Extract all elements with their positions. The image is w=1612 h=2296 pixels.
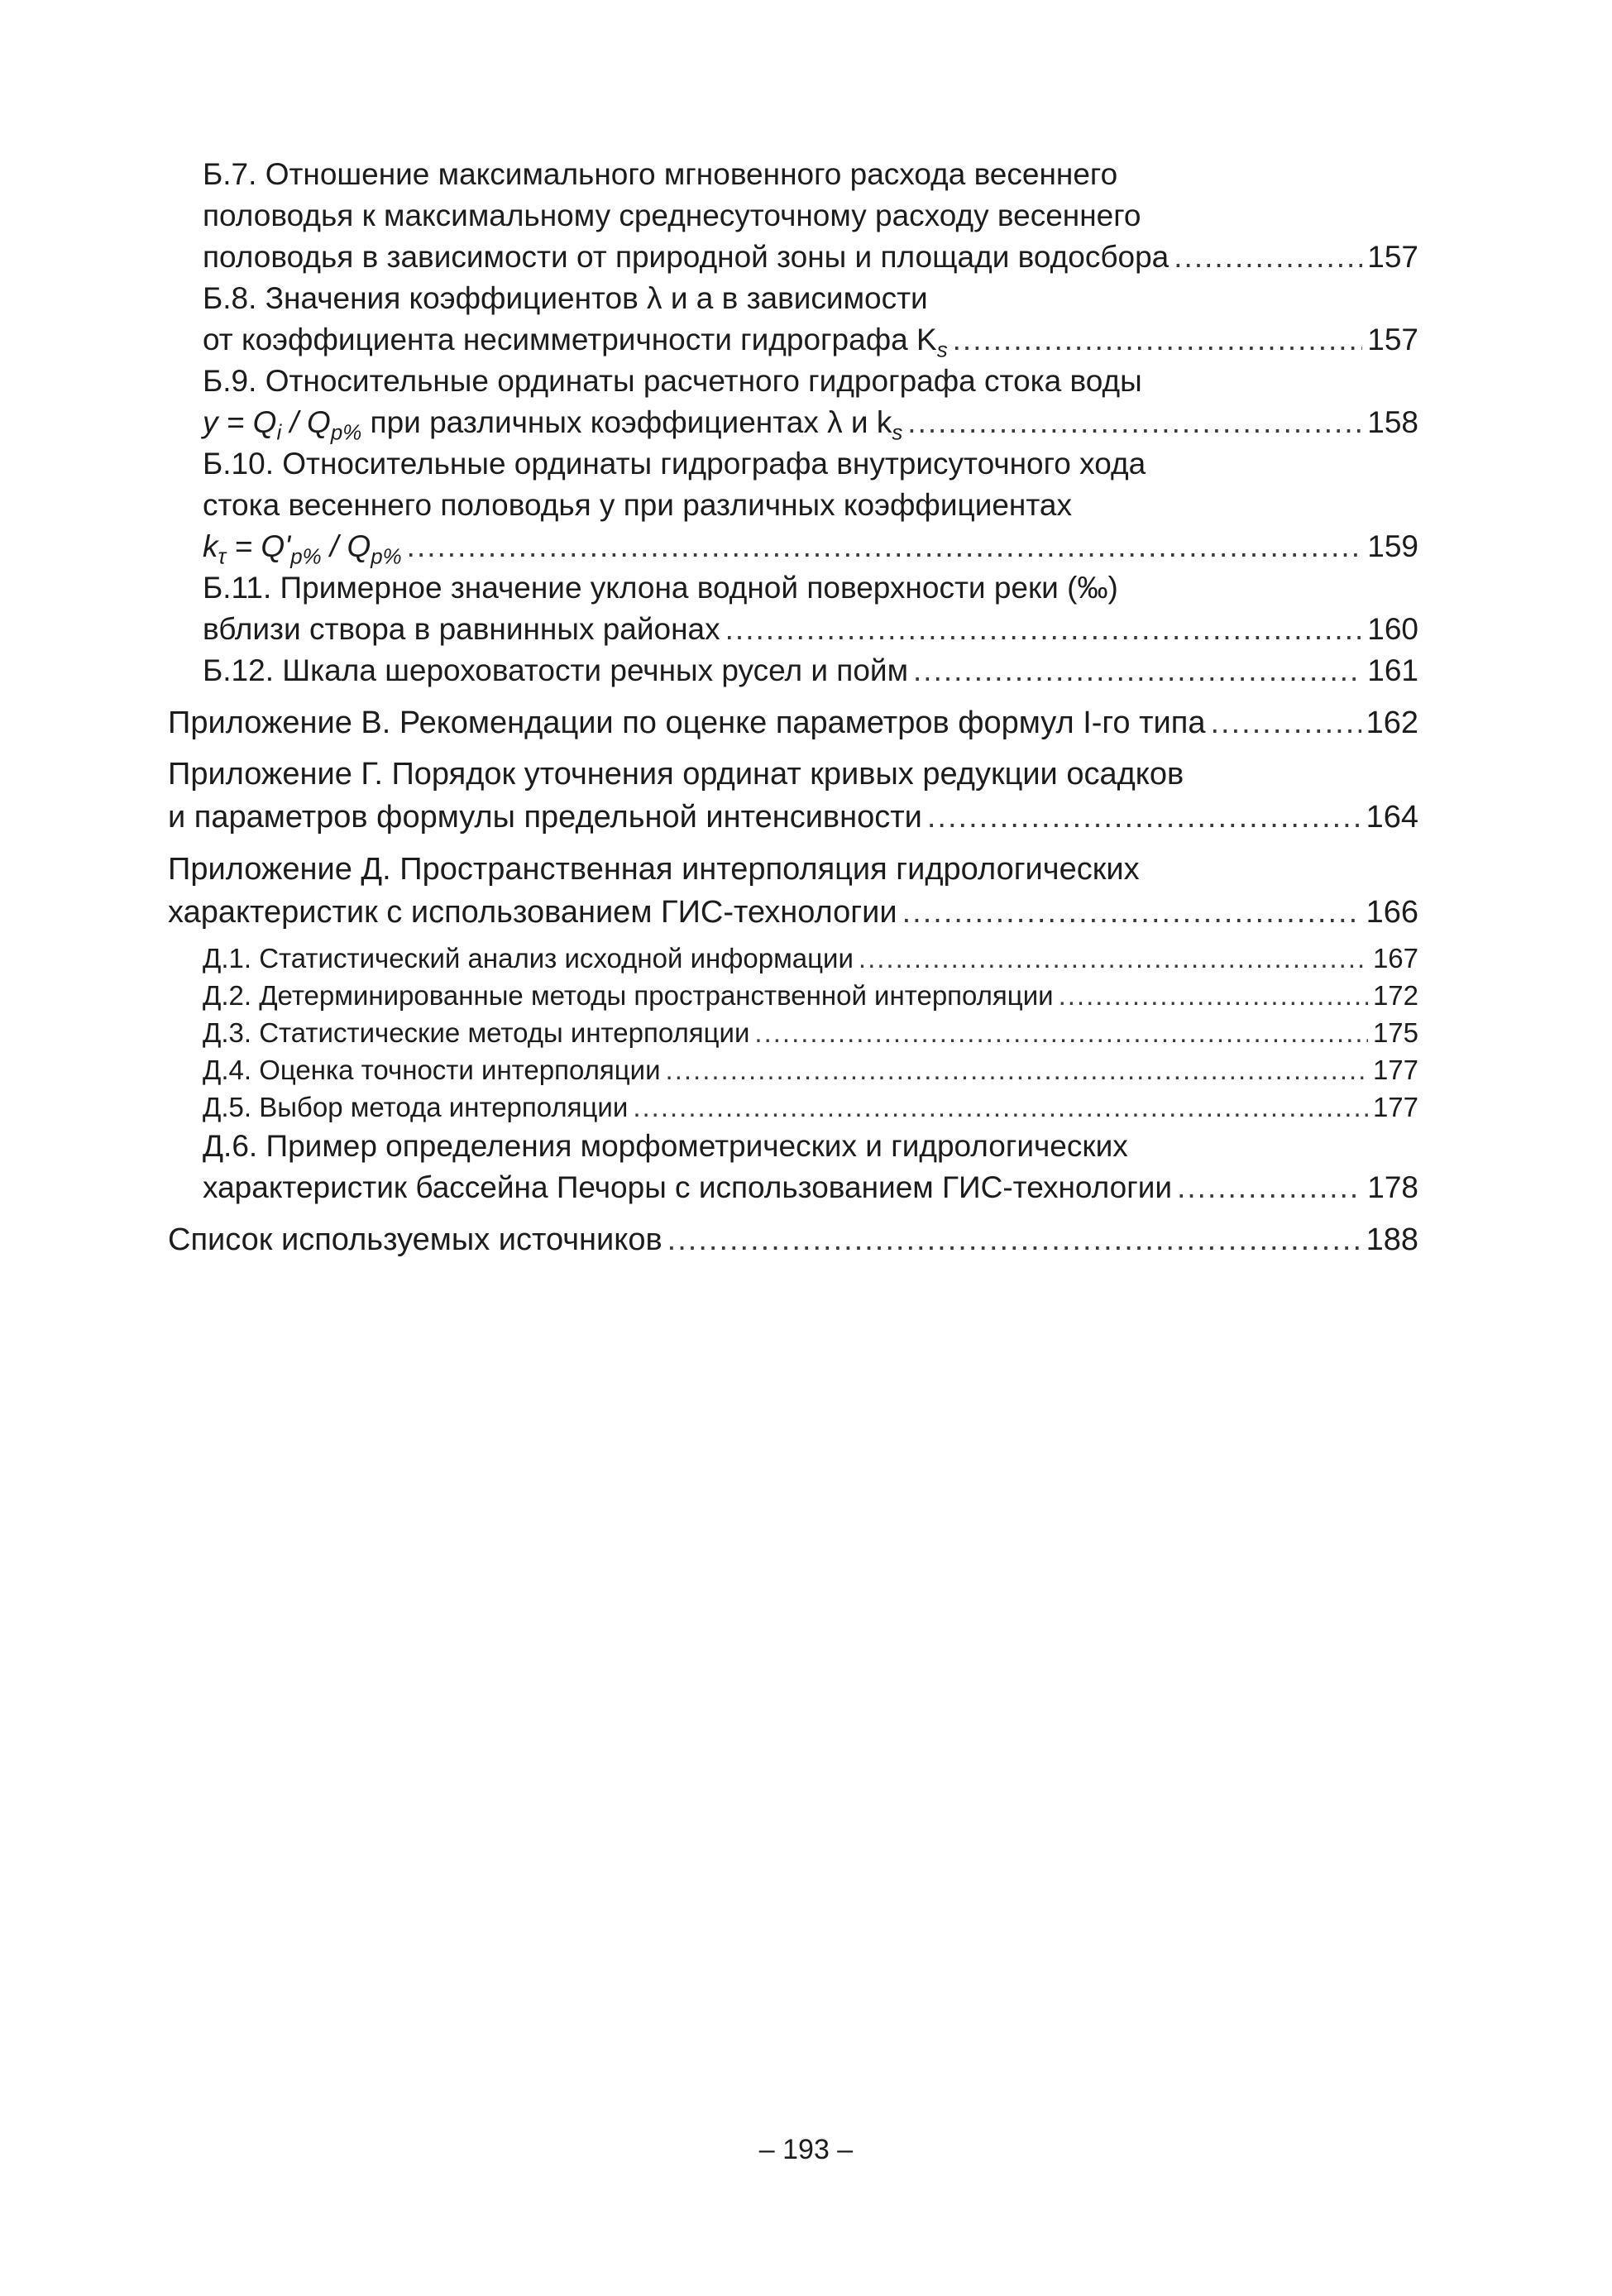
page-number: 158 [1367, 405, 1418, 439]
toc-entry-text: Б.12. Шкала шероховатости речных русел и пойм [203, 653, 909, 687]
toc-entry-b7-line2: половодья к максимальному среднесуточному расходу весеннего [203, 199, 1141, 232]
leader-dots [859, 943, 1368, 974]
toc-entry-d3[interactable] [203, 1017, 1418, 1049]
page-number: 167 [1372, 943, 1418, 973]
toc-entry-text: Д.1. Статистический анализ исходной информации [203, 943, 854, 973]
toc-entry-b9-line1: Б.9. Относительные ординаты расчетного гидрографа стока воды [203, 364, 1142, 398]
toc-entry-text: Список используемых источников [168, 1222, 662, 1257]
page-number: 161 [1367, 653, 1418, 687]
toc-entry-text: Д.2. Детерминированные методы пространственной интерполяции [203, 980, 1054, 1011]
toc-entry-b8-line2[interactable] [203, 323, 1418, 362]
toc-entry-d6-line2[interactable] [203, 1170, 1418, 1205]
leader-dots [407, 529, 1363, 564]
toc-entry-d2[interactable] [203, 980, 1418, 1012]
leader-dots [1174, 240, 1362, 275]
toc-entry-b10-line3[interactable] [203, 529, 1418, 569]
toc-entry-b10-line1: Б.10. Относительные ординаты гидрографа внутрисуточного хода [203, 447, 1146, 481]
toc-entry-text: Д.3. Статистические методы интерполяции [203, 1017, 750, 1048]
toc-entry-d6-line1: Д.6. Пример определения морфометрических и гидрологических [203, 1129, 1128, 1163]
toc-entry-text: характеристик с использованием ГИС-технологии [168, 895, 897, 930]
leader-dots [667, 1222, 1361, 1258]
page-number: 157 [1367, 323, 1418, 356]
page-number: 177 [1372, 1092, 1418, 1122]
leader-dots [1177, 1170, 1362, 1205]
leader-dots [927, 800, 1361, 835]
leader-dots [725, 612, 1363, 647]
page-number: 172 [1372, 980, 1418, 1011]
leader-dots [666, 1055, 1368, 1086]
toc-entry-text: от коэффициента несимметричности гидрографа $K_s$ [203, 323, 948, 362]
toc-entry-b10-line2: стока весеннего половодья y при различных коэффициентах [203, 488, 1072, 522]
leader-dots [1210, 706, 1361, 741]
leader-dots [913, 653, 1362, 688]
page-number: 157 [1367, 240, 1418, 274]
toc-entry-references[interactable] [168, 1222, 1418, 1258]
toc-entry-b11-line1: Б.11. Примерное значение уклона водной поверхности реки (‰) [203, 571, 1118, 605]
toc-entry-b8-line1: Б.8. Значения коэффициентов λ и a в зависимости [203, 281, 928, 315]
page-footer-number: – 193 – [758, 2134, 854, 2165]
page-number: 162 [1366, 706, 1418, 740]
page-number: 188 [1366, 1222, 1418, 1257]
page-number: 159 [1367, 529, 1418, 563]
toc-entry-text: характеристик бассейна Печоры с использованием ГИС-технологии [203, 1170, 1173, 1204]
toc-entry-appendix-g-line2[interactable] [168, 800, 1418, 835]
formula: y = Q [203, 405, 277, 439]
leader-dots [907, 405, 1362, 440]
toc-entry-b7-line1: Б.7. Отношение максимального мгновенного расхода весеннего [203, 157, 1118, 191]
toc-entry-d4[interactable] [203, 1055, 1418, 1086]
leader-dots [953, 323, 1363, 357]
toc-entry-appendix-d-line2[interactable] [168, 895, 1418, 930]
toc-entry-text: вблизи створа в равнинных районах [203, 612, 720, 646]
page-number: 164 [1366, 800, 1418, 835]
toc-entry-b7-line3[interactable] [203, 240, 1418, 275]
toc-entry-d1[interactable] [203, 943, 1418, 974]
page-number: 178 [1367, 1170, 1418, 1204]
toc-entry-d5[interactable] [203, 1092, 1418, 1123]
toc-entry-b12[interactable] [203, 653, 1418, 688]
toc-entry-appendix-g-line1: Приложение Г. Порядок уточнения ординат кривых редукции осадков [168, 757, 1184, 792]
toc-entry-appendix-d-line1: Приложение Д. Пространственная интерполяция гидрологических [168, 852, 1140, 887]
page-number: 177 [1372, 1055, 1418, 1085]
toc-entry-appendix-v[interactable] [168, 706, 1418, 741]
leader-dots [633, 1092, 1368, 1123]
toc-entry-text: $y = Q_i / Q_{p\%}$ при различных коэффициентах λ и $k_s$ [203, 405, 903, 445]
toc-entry-text: и параметров формулы предельной интенсивности [168, 800, 922, 835]
formula: $k_\tau = Q'_{p\%} / Q_{p\%}$ [203, 529, 402, 569]
toc-entry-b9-line2[interactable] [203, 405, 1418, 445]
leader-dots [754, 1017, 1368, 1049]
toc-entry-b11-line2[interactable] [203, 612, 1418, 647]
page-number: 166 [1366, 895, 1418, 930]
leader-dots [1059, 980, 1368, 1012]
toc-entry-text: Приложение В. Рекомендации по оценке параметров формул I-го типа [168, 706, 1206, 740]
page-number: 175 [1372, 1017, 1418, 1048]
leader-dots [902, 895, 1361, 930]
toc-entry-text: половодья в зависимости от природной зоны и площади водосбора [203, 240, 1170, 274]
toc-entry-text: Д.5. Выбор метода интерполяции [203, 1092, 629, 1122]
toc-entry-text: Д.4. Оценка точности интерполяции [203, 1055, 661, 1085]
page-number: 160 [1367, 612, 1418, 646]
